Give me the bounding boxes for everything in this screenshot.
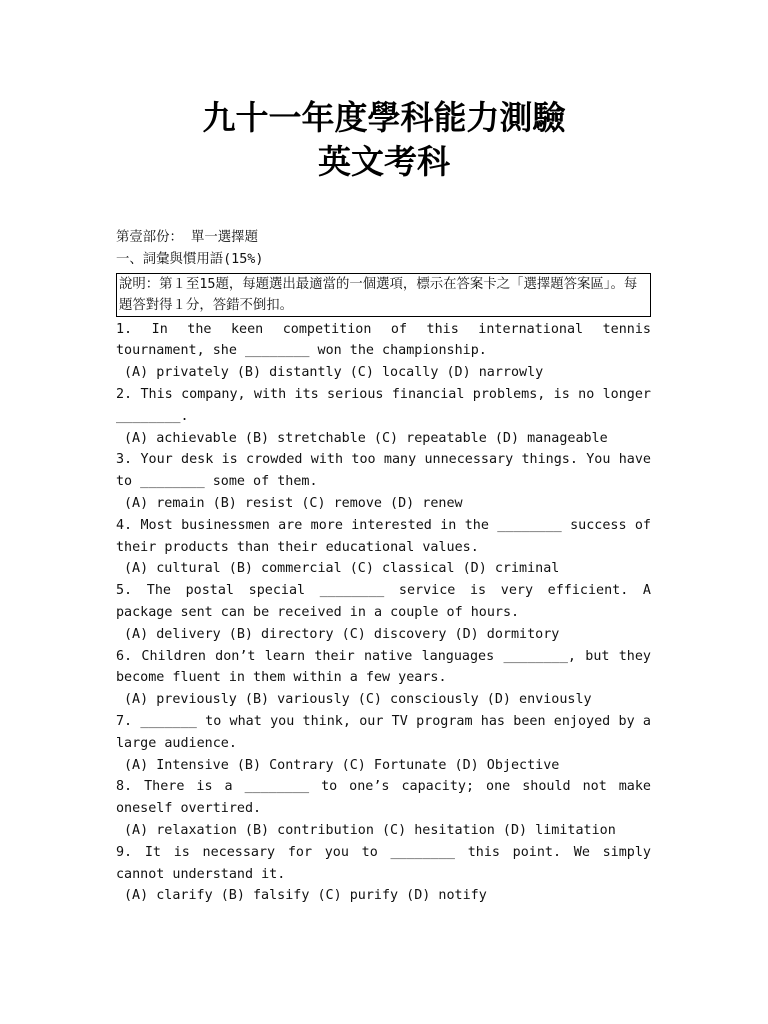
question-stem: 3. Your desk is crowded with too many unnecessary things. You have to ________ some of them. bbox=[116, 452, 651, 490]
question-item bbox=[116, 449, 651, 514]
question-item bbox=[116, 580, 651, 645]
question-options: (A) clarify (B) falsify (C) purify (D) notify bbox=[124, 888, 487, 904]
question-options: (A) achievable (B) stretchable (C) repeatable (D) manageable bbox=[124, 430, 608, 446]
question-item bbox=[116, 776, 651, 841]
question-list bbox=[116, 319, 651, 908]
question-options: (A) cultural (B) commercial (C) classical (D) criminal bbox=[124, 561, 560, 577]
question-stem: 9. It is necessary for you to ________ this point. We simply cannot understand it. bbox=[116, 844, 651, 882]
question-stem: 2. This company, with its serious financial problems, is no longer ________. bbox=[116, 386, 651, 424]
page-title bbox=[0, 96, 768, 184]
question-stem: 7. _______ to what you think, our TV program has been enjoyed by a large audience. bbox=[116, 713, 651, 751]
title-line-2: 英文考科 bbox=[318, 142, 450, 181]
question-stem: 4. Most businessmen are more interested in the ________ success of their products than their educational values. bbox=[116, 517, 651, 555]
question-stem: 1. In the keen competition of this international tennis tournament, she ________ won the championship. bbox=[116, 321, 651, 359]
question-options: (A) remain (B) resist (C) remove (D) renew bbox=[124, 495, 463, 511]
exam-content bbox=[116, 227, 651, 907]
question-options: (A) previously (B) variously (C) consciously (D) enviously bbox=[124, 692, 592, 708]
question-item bbox=[116, 711, 651, 776]
question-item bbox=[116, 842, 651, 907]
section-label: 一、詞彙與慣用語(15%) bbox=[116, 251, 264, 267]
question-options: (A) relaxation (B) contribution (C) hesitation (D) limitation bbox=[124, 822, 616, 838]
question-options: (A) delivery (B) directory (C) discovery (D) dormitory bbox=[124, 626, 560, 642]
question-stem: 5. The postal special ________ service is very efficient. A package sent can be received in a couple of hours. bbox=[116, 583, 651, 620]
question-stem: 6. Children don’t learn their native languages ________, but they become fluent in them within a few years. bbox=[116, 648, 651, 686]
instructions-box: 說明：第１至15題，每題選出最適當的一個選項，標示在答案卡之「選擇題答案區」。每題答對得１分，答錯不倒扣。 bbox=[116, 273, 651, 317]
part-label: 第壹部份： 單一選擇題 bbox=[116, 230, 258, 245]
question-item bbox=[116, 384, 651, 449]
question-options: (A) Intensive (B) Contrary (C) Fortunate (D) Objective bbox=[124, 757, 560, 773]
title-line-1: 九十一年度學科能力測驗 bbox=[202, 98, 566, 137]
question-options: (A) privately (B) distantly (C) locally (D) narrowly bbox=[124, 365, 544, 381]
question-stem: 8. There is a ________ to one’s capacity; one should not make oneself overtired. bbox=[116, 779, 651, 817]
question-item bbox=[116, 646, 651, 711]
question-item bbox=[116, 319, 651, 384]
question-item bbox=[116, 515, 651, 580]
